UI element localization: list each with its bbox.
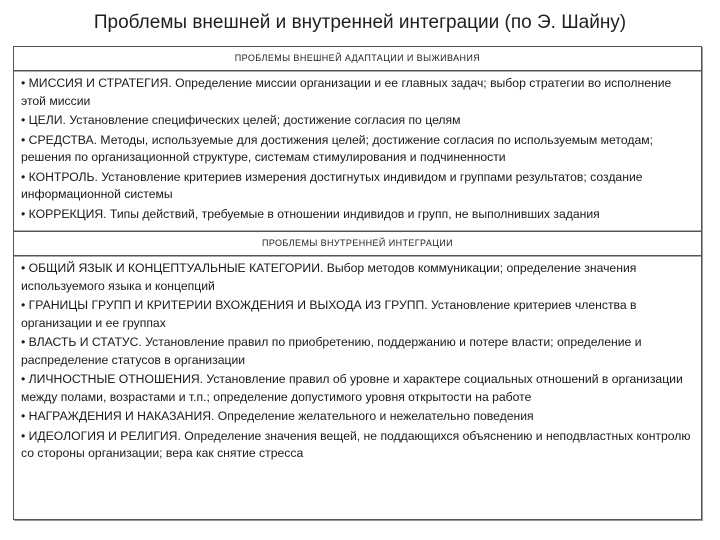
list-item: • ВЛАСТЬ И СТАТУС. Установление правил по приобретению, поддержанию и потере власти; определение и распределение статусов в организации [21,335,642,367]
section-items-internal [14,256,701,467]
list-item: • КОРРЕКЦИЯ. Типы действий, требуемые в отношении индивидов и групп, не выполнивших задания [21,206,600,221]
content-table [13,46,702,520]
list-item: • ИДЕОЛОГИЯ И РЕЛИГИЯ. Определение значения вещей, не поддающихся объяснению и неподвластных контролю со стороны организации; вера как снятие стресса [21,428,691,460]
list-item: • ЦЕЛИ. Установление специфических целей; достижение согласия по целям [21,113,461,127]
section-heading-external: ПРОБЛЕМЫ ВНЕШНЕЙ АДАПТАЦИИ И ВЫЖИВАНИЯ [14,47,701,71]
list-item: • ГРАНИЦЫ ГРУПП И КРИТЕРИИ ВХОЖДЕНИЯ И ВЫХОДА ИЗ ГРУПП. Установление критериев членства в организации и ее группах [21,298,637,330]
page-title: Проблемы внешней и внутренней интеграции (по Э. Шайну) [93,12,627,33]
list-item: • НАГРАЖДЕНИЯ И НАКАЗАНИЯ. Определение желательного и нежелательно поведения [21,409,534,423]
section-items-external [14,71,701,227]
list-item: • ОБЩИЙ ЯЗЫК И КОНЦЕПТУАЛЬНЫЕ КАТЕГОРИИ. Выбор методов коммуникации; определение значения используемого языка и концепций [21,261,637,293]
list-item: • МИССИЯ И СТРАТЕГИЯ. Определение миссии организации и ее главных задач; выбор стратегии во исполнение этой миссии [21,76,672,108]
section-heading-internal: ПРОБЛЕМЫ ВНУТРЕННЕЙ ИНТЕГРАЦИИ [14,231,701,256]
list-item: • КОНТРОЛЬ. Установление критериев измерения достигнутых индивидом и группами результатов; создание информационной системы [21,169,643,201]
list-item: • СРЕДСТВА. Методы, используемые для достижения целей; достижение согласия по используемым методам; решения по организационной структуре, системам стимулирования и подчиненности [21,132,654,164]
list-item: • ЛИЧНОСТНЫЕ ОТНОШЕНИЯ. Установление правил об уровне и характере социальных отношений в организации между полами, возрастами и т.п.; определение допустимого уровня открытости на работе [21,372,683,404]
